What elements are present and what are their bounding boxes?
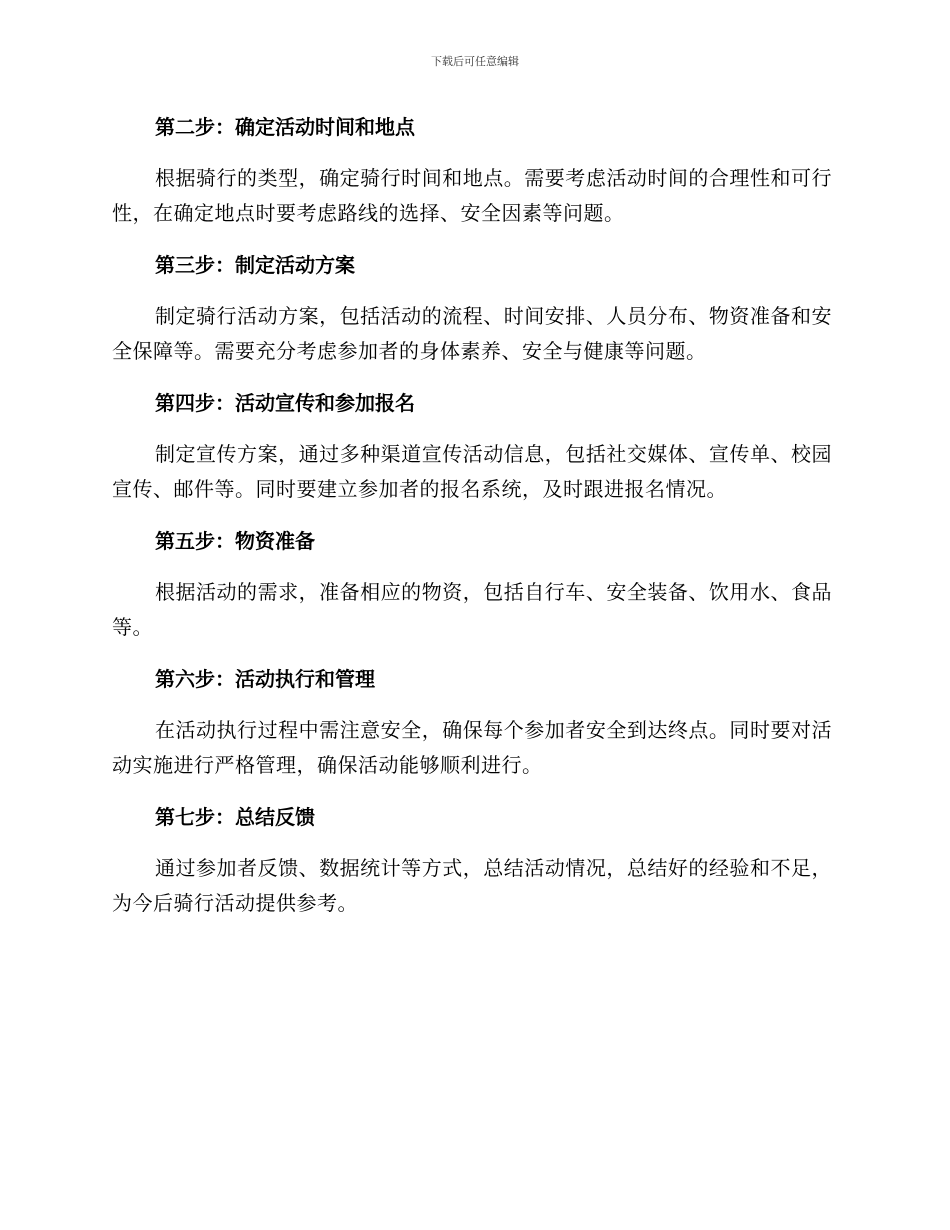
section-paragraph: 在活动执行过程中需注意安全，确保每个参加者安全到达终点。同时要对活动实施进行严格管理，确保活动能够顺利进行。 bbox=[112, 718, 832, 777]
section-step-6 bbox=[112, 662, 832, 783]
section-step-5 bbox=[112, 524, 832, 645]
section-step-4 bbox=[112, 386, 832, 507]
section-heading: 第六步：活动执行和管理 bbox=[155, 667, 375, 691]
section-step-7 bbox=[112, 800, 832, 921]
section-heading: 第七步：总结反馈 bbox=[155, 805, 315, 829]
section-step-3 bbox=[112, 248, 832, 369]
section-heading: 第二步：确定活动时间和地点 bbox=[155, 115, 415, 139]
section-heading: 第三步：制定活动方案 bbox=[155, 253, 355, 277]
section-paragraph: 根据骑行的类型，确定骑行时间和地点。需要考虑活动时间的合理性和可行性，在确定地点时要考虑路线的选择、安全因素等问题。 bbox=[112, 166, 832, 225]
section-paragraph: 通过参加者反馈、数据统计等方式，总结活动情况，总结好的经验和不足，为今后骑行活动提供参考。 bbox=[112, 856, 832, 915]
document-body bbox=[112, 110, 832, 938]
section-heading: 第五步：物资准备 bbox=[155, 529, 315, 553]
section-step-2 bbox=[112, 110, 832, 231]
section-heading: 第四步：活动宣传和参加报名 bbox=[155, 391, 415, 415]
section-paragraph: 根据活动的需求，准备相应的物资，包括自行车、安全装备、饮用水、食品等。 bbox=[112, 580, 832, 639]
page-header: 下载后可任意编辑 bbox=[431, 55, 519, 68]
section-paragraph: 制定宣传方案，通过多种渠道宣传活动信息，包括社交媒体、宣传单、校园宣传、邮件等。同时要建立参加者的报名系统，及时跟进报名情况。 bbox=[112, 442, 832, 501]
section-paragraph: 制定骑行活动方案，包括活动的流程、时间安排、人员分布、物资准备和安全保障等。需要充分考虑参加者的身体素养、安全与健康等问题。 bbox=[112, 304, 832, 363]
